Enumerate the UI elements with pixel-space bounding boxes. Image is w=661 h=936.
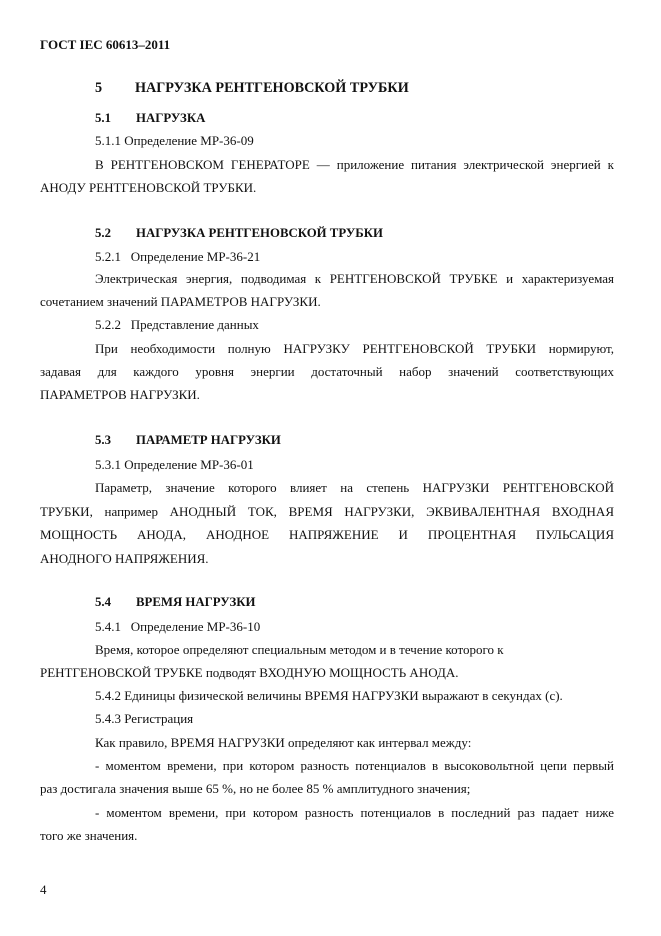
paragraph-line: Время, которое определяют специальным методом и в течение которого к: [95, 642, 504, 657]
units-clause: 5.4.2 Единицы физической величины ВРЕМЯ НАГРУЗКИ выражают в секундах (с).: [95, 688, 563, 703]
paragraph-line: ПАРАМЕТРОВ НАГРУЗКИ.: [40, 387, 200, 402]
paragraph-line: В РЕНТГЕНОВСКОМ ГЕНЕРАТОРЕ — приложение питания электрической энергией к: [95, 157, 614, 172]
definition-line: 5.2.1 Определение МР-36-21: [95, 249, 261, 264]
subsection-title: НАГРУЗКА РЕНТГЕНОВСКОЙ ТРУБКИ: [136, 226, 383, 240]
list-item-line: - моментом времени, при котором разность потенциалов в высоковольтной цепи первый: [95, 758, 614, 773]
section-5-heading: [95, 80, 409, 97]
definition-line: 5.1.1 Определение МР-36-09: [95, 133, 254, 148]
paragraph-line: РЕНТГЕНОВСКОЙ ТРУБКЕ подводят ВХОДНУЮ МОЩНОСТЬ АНОДА.: [40, 665, 459, 680]
paragraph-line: При необходимости полную НАГРУЗКУ РЕНТГЕНОВСКОЙ ТРУБКИ нормируют,: [95, 341, 614, 356]
subclause-heading: 5.2.2 Представление данных: [95, 317, 259, 332]
paragraph-line: задавая для каждого уровня энергии достаточный набор значений соответствующих: [40, 364, 614, 379]
paragraph-line: сочетанием значений ПАРАМЕТРОВ НАГРУЗКИ.: [40, 294, 321, 309]
section-title: НАГРУЗКА РЕНТГЕНОВСКОЙ ТРУБКИ: [135, 80, 409, 96]
subsection-title: ПАРАМЕТР НАГРУЗКИ: [136, 433, 281, 447]
page-number: 4: [40, 882, 47, 897]
list-item-line: раз достигала значения выше 65 %, но не более 85 % амплитудного значения;: [40, 781, 471, 796]
subsection-5-3-heading: [95, 433, 281, 448]
definition-line: 5.4.1 Определение МР-36-10: [95, 619, 261, 634]
subsection-number: 5.3: [95, 433, 111, 447]
subsection-5-2-heading: [95, 226, 383, 241]
paragraph-line: АНОДНОГО НАПРЯЖЕНИЯ.: [40, 551, 209, 566]
subsection-title: НАГРУЗКА: [136, 111, 206, 125]
subsection-5-4-heading: [95, 595, 255, 610]
subsection-number: 5.4: [95, 595, 111, 609]
list-item-line: - моментом времени, при котором разность потенциалов в последний раз падает ниже: [95, 805, 614, 820]
paragraph-line: Как правило, ВРЕМЯ НАГРУЗКИ определяют как интервал между:: [95, 735, 472, 750]
paragraph-line: Электрическая энергия, подводимая к РЕНТГЕНОВСКОЙ ТРУБКЕ и характеризуемая: [95, 271, 614, 286]
definition-line: 5.3.1 Определение МР-36-01: [95, 457, 254, 472]
document-id: ГОСТ IEC 60613–2011: [40, 37, 171, 52]
subsection-5-1-heading: [95, 111, 205, 126]
subsection-title: ВРЕМЯ НАГРУЗКИ: [136, 595, 256, 609]
paragraph-line: МОЩНОСТЬ АНОДА, АНОДНОЕ НАПРЯЖЕНИЕ И ПРОЦЕНТНАЯ ПУЛЬСАЦИЯ: [40, 527, 614, 542]
subclause-heading: 5.4.3 Регистрация: [95, 711, 194, 726]
paragraph-line: ТРУБКИ, например АНОДНЫЙ ТОК, ВРЕМЯ НАГРУЗКИ, ЭКВИВАЛЕНТНАЯ ВХОДНАЯ: [40, 504, 614, 519]
subsection-number: 5.1: [95, 111, 111, 125]
list-item-line: того же значения.: [40, 828, 138, 843]
subsection-number: 5.2: [95, 226, 111, 240]
section-number: 5: [95, 80, 103, 96]
paragraph-line: АНОДУ РЕНТГЕНОВСКОЙ ТРУБКИ.: [40, 180, 257, 195]
paragraph-line: Параметр, значение которого влияет на степень НАГРУЗКИ РЕНТГЕНОВСКОЙ: [95, 480, 614, 495]
